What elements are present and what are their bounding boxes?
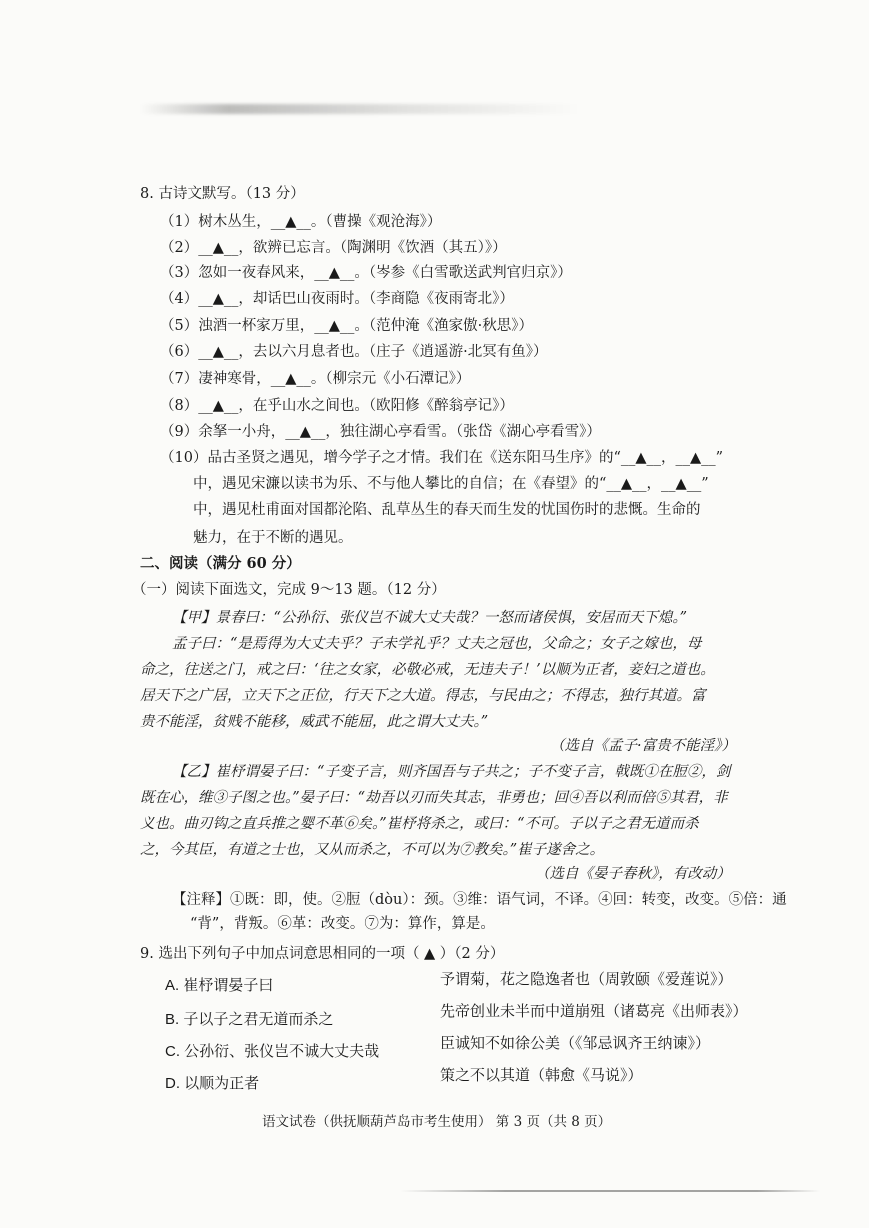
q8-title: 8. 古诗文默写。（13 分）: [140, 186, 305, 202]
q8-item-10-line-4: 魅力，在于不断的遇见。: [193, 530, 353, 546]
passage-yi-line-2: 既在心，维③子图之也。”晏子曰：“劫吾以刃而失其志，非勇也；回④吾以利而倍⑤其君，非: [140, 790, 728, 806]
q9-option-c[interactable]: C. 公孙衍、张仪岂不诚大丈夫哉: [165, 1043, 380, 1060]
passage-jia-line-5: 贵不能淫，贫贱不能移，威武不能屈，此之谓大丈夫。”: [140, 714, 489, 730]
q8-item-10-line-2: 中，遇见宋濂以读书为乐、不与他人攀比的自信；在《春望》的“__▲__，__▲__”: [193, 476, 709, 492]
q9-option-b[interactable]: B. 子以子之君无道而杀之: [165, 1011, 334, 1028]
scan-edge-line: [400, 1190, 820, 1192]
passage-jia-line-1: 【甲】景春曰：“公孙衍、张仪岂不诚大丈夫哉？一怒而诸侯惧，安居而天下熄。”: [172, 610, 688, 626]
passage-yi-source: （选自《晏子春秋》，有改动）: [535, 866, 731, 882]
q9-stem: 9. 选出下列句子中加点词意思相同的一项（ ▲ ）（2 分）: [140, 946, 505, 962]
passage-jia-line-2: 孟子曰：“是焉得为大丈夫乎？子未学礼乎？丈夫之冠也，父命之；女子之嫁也，母: [172, 636, 702, 652]
q8-item-2: （2）__▲__，欲辨已忘言。（陶渊明《饮酒（其五）》）: [160, 240, 507, 256]
q8-item-6: （6）__▲__，去以六月息者也。（庄子《逍遥游·北冥有鱼》）: [160, 344, 548, 360]
q8-item-7: （7）凄神寒骨，__▲__。（柳宗元《小石潭记》）: [160, 371, 471, 387]
notes-line-1: 【注释】①既：即，使。②脰（dòu）：颈。③维：语气词，不译。④回：转变，改变。⑤倍：通: [172, 892, 787, 908]
q9-option-c-compare: 臣诚知不如徐公美（《邹忌讽齐王纳谏》）: [440, 1035, 711, 1052]
passage-jia-line-4: 居天下之广居，立天下之正位，行天下之大道。得志，与民由之；不得志，独行其道。富: [140, 688, 706, 704]
section-2-subtitle: （一）阅读下面选文，完成 9～13 题。（12 分）: [132, 582, 446, 598]
q8-item-1: （1）树木丛生，__▲__。（曹操《观沧海》）: [160, 214, 442, 230]
q8-item-9: （9）余拏一小舟，__▲__，独往湖心亭看雪。（张岱《湖心亭看雪》）: [160, 424, 601, 440]
q9-option-d-compare: 策之不以其道（韩愈《马说》）: [440, 1067, 643, 1084]
q9-option-d[interactable]: D. 以顺为正者: [165, 1075, 260, 1092]
q9-option-b-compare: 先帝创业未半而中道崩殂（诸葛亮《出师表》）: [440, 1003, 748, 1020]
q8-item-8: （8）__▲__，在乎山水之间也。（欧阳修《醉翁亭记》）: [160, 398, 514, 414]
q9-option-a[interactable]: A. 崔杼谓晏子曰: [165, 977, 274, 994]
q8-item-4: （4）__▲__，却话巴山夜雨时。（李商隐《夜雨寄北》）: [160, 291, 514, 307]
q8-item-3: （3）忽如一夜春风来，__▲__。（岑参《白雪歌送武判官归京》）: [160, 265, 572, 281]
q8-item-10-line-1: （10）品古圣贤之遇见，增今学子之才情。我们在《送东阳马生序》的“__▲__，__▲__”: [160, 450, 724, 466]
passage-yi-line-3: 义也。曲刃钩之直兵推之婴不革⑥矣。”崔杼将杀之，或曰：“不可。子以子之君无道而杀: [140, 816, 699, 832]
q8-item-10-line-3: 中，遇见杜甫面对国都沦陷、乱草丛生的春天而生发的忧国伤时的悲慨。生命的: [193, 502, 701, 518]
passage-yi-line-1: 【乙】崔杼谓晏子曰：“子变子言，则齐国吾与子共之；子不变子言，戟既①在脰②，剑: [172, 764, 731, 780]
page-footer: 语文试卷（供抚顺葫芦岛市考生使用） 第 3 页（共 8 页）: [262, 1114, 612, 1130]
passage-jia-line-3: 命之，往送之门，戒之曰：‘往之女家，必敬必戒，无违夫子！’以顺为正者，妾妇之道也。: [140, 662, 715, 678]
passage-yi-line-4: 之，今其臣，有道之士也，又从而杀之，不可以为⑦教矣。”崔子遂舍之。: [140, 842, 605, 858]
q9-option-a-compare: 予谓菊，花之隐逸者也（周敦颐《爱莲说》）: [440, 971, 733, 988]
notes-line-2: “背”，背叛。⑥革：改变。⑦为：算作，算是。: [190, 916, 495, 932]
q8-item-5: （5）浊酒一杯家万里，__▲__。（范仲淹《渔家傲·秋思》）: [160, 318, 533, 334]
passage-jia-source: （选自《孟子·富贵不能淫》）: [550, 738, 736, 754]
scan-smudge: [140, 104, 580, 114]
section-2-title: 二、阅读（满分 60 分）: [140, 555, 301, 572]
